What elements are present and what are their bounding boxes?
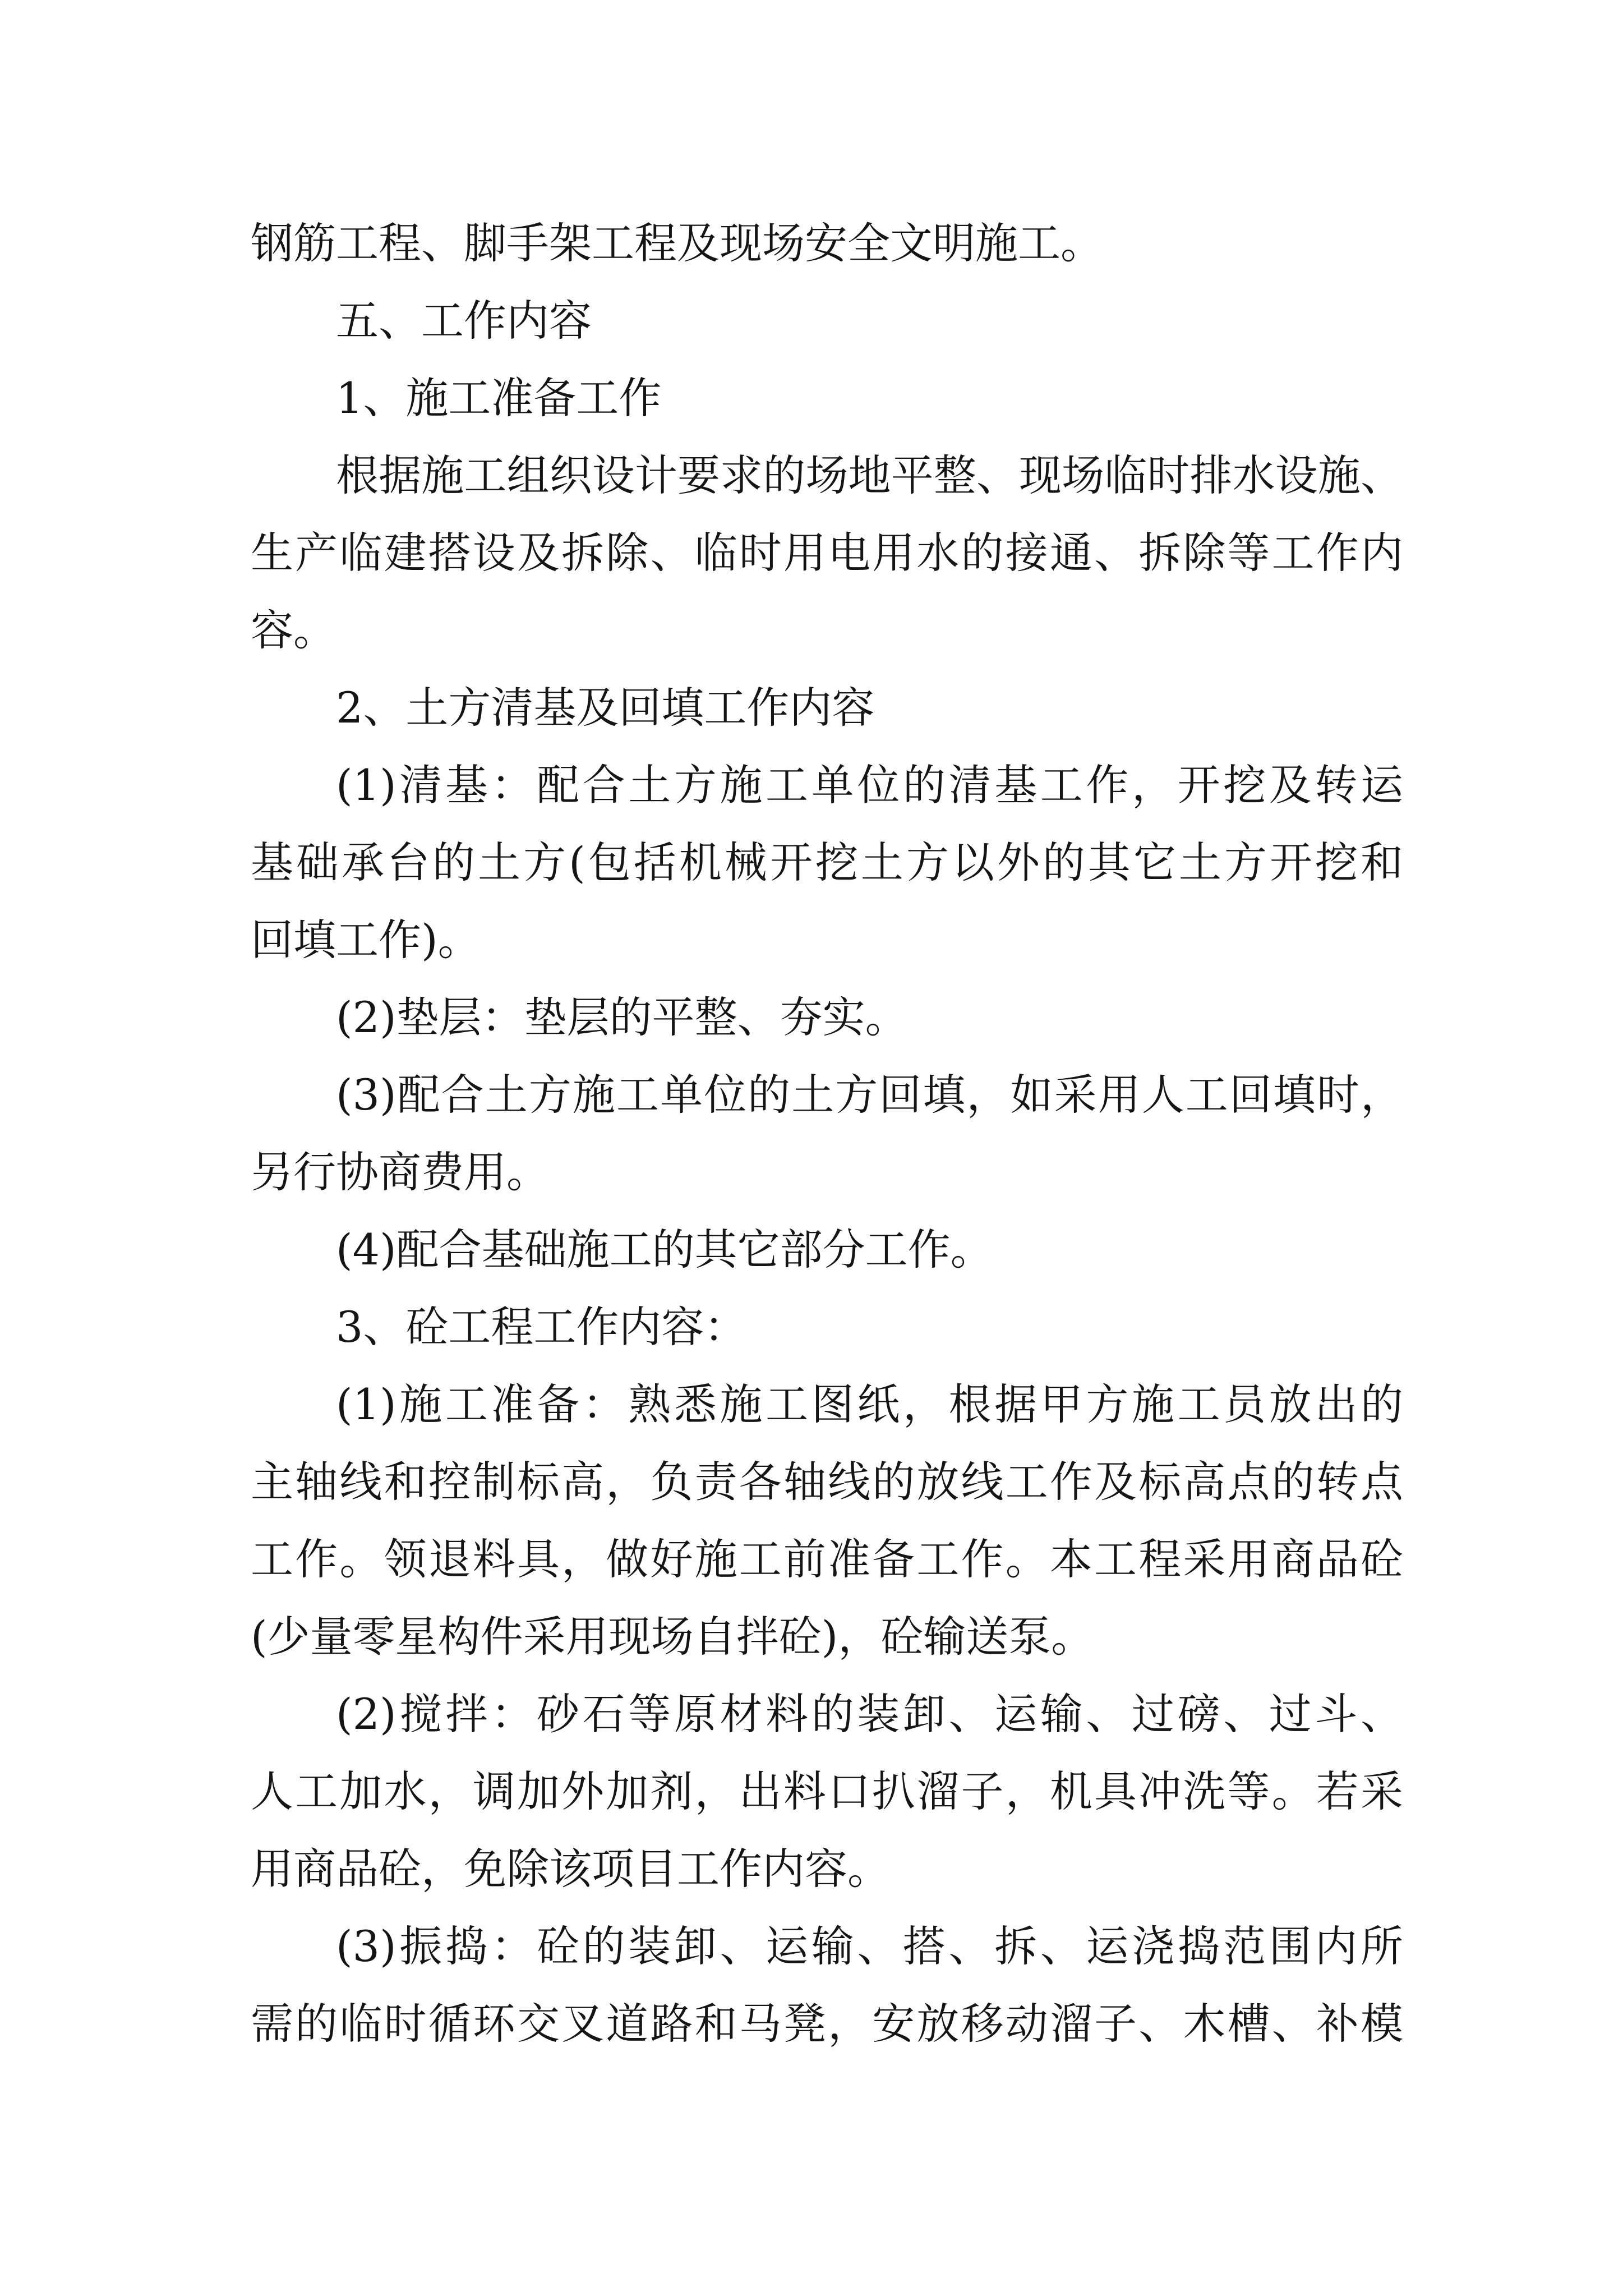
text-line: (少量零星构件采用现场自拌砼)，砼输送泵。 [251, 1612, 1094, 1662]
text-line: (1)清基：配合土方施工单位的清基工作，开挖及转运 [336, 760, 1403, 810]
subsection-heading [251, 669, 1403, 747]
section-heading [251, 282, 1403, 360]
subsection-heading-text: 3、砼工程工作内容： [336, 1302, 747, 1352]
text-line: 主轴线和控制标高，负责各轴线的放线工作及标高点的转点 [251, 1457, 1403, 1507]
subsection-heading [251, 1289, 1403, 1366]
text-line: 另行协商费用。 [251, 1147, 549, 1197]
subsection-heading [251, 360, 1403, 437]
continued-paragraph [251, 205, 1403, 282]
text-line: 人工加水，调加外加剂，出料口扒溜子，机具冲洗等。若采 [251, 1766, 1403, 1816]
list-item-paragraph [251, 1908, 1403, 2063]
subsection-heading-text: 1、施工准备工作 [336, 373, 662, 423]
text-line: (3)振捣：砼的装卸、运输、搭、拆、运浇捣范围内所 [336, 1921, 1403, 1971]
document-body [251, 205, 1403, 2063]
list-item-paragraph [251, 979, 1403, 1056]
list-item-paragraph [251, 1676, 1403, 1908]
text-line: 基础承台的土方(包括机械开挖土方以外的其它土方开挖和 [251, 838, 1403, 887]
text-line: (2)搅拌：砂石等原材料的装卸、运输、过磅、过斗、 [336, 1689, 1403, 1739]
list-item-paragraph [251, 1056, 1403, 1211]
text-line: 工作。领退料具，做好施工前准备工作。本工程采用商品砼 [251, 1534, 1403, 1584]
text-line: 根据施工组织设计要求的场地平整、现场临时排水设施、 [336, 450, 1403, 500]
section-heading-text: 五、工作内容 [336, 296, 592, 346]
list-item-paragraph [251, 1211, 1403, 1289]
continued-text-line: 钢筋工程、脚手架工程及现场安全文明施工。 [251, 218, 1103, 268]
text-line: (1)施工准备：熟悉施工图纸，根据甲方施工员放出的 [336, 1379, 1403, 1429]
text-line: (4)配合基础施工的其它部分工作。 [336, 1225, 993, 1274]
text-line: 需的临时循环交叉道路和马凳，安放移动溜子、木槽、补模 [251, 1999, 1403, 2049]
subsection-heading-text: 2、土方清基及回填工作内容 [336, 683, 875, 733]
paragraph [251, 437, 1403, 669]
text-line: 用商品砼，免除该项目工作内容。 [251, 1844, 890, 1894]
text-line: 回填工作)。 [251, 915, 481, 965]
text-line: (3)配合土方施工单位的土方回填，如采用人工回填时， [336, 1070, 1403, 1120]
text-line: (2)垫层：垫层的平整、夯实。 [336, 992, 908, 1042]
text-line: 生产临建搭设及拆除、临时用电用水的接通、拆除等工作内 [251, 528, 1403, 578]
list-item-paragraph [251, 747, 1403, 979]
list-item-paragraph [251, 1366, 1403, 1676]
text-line: 容。 [251, 605, 336, 655]
